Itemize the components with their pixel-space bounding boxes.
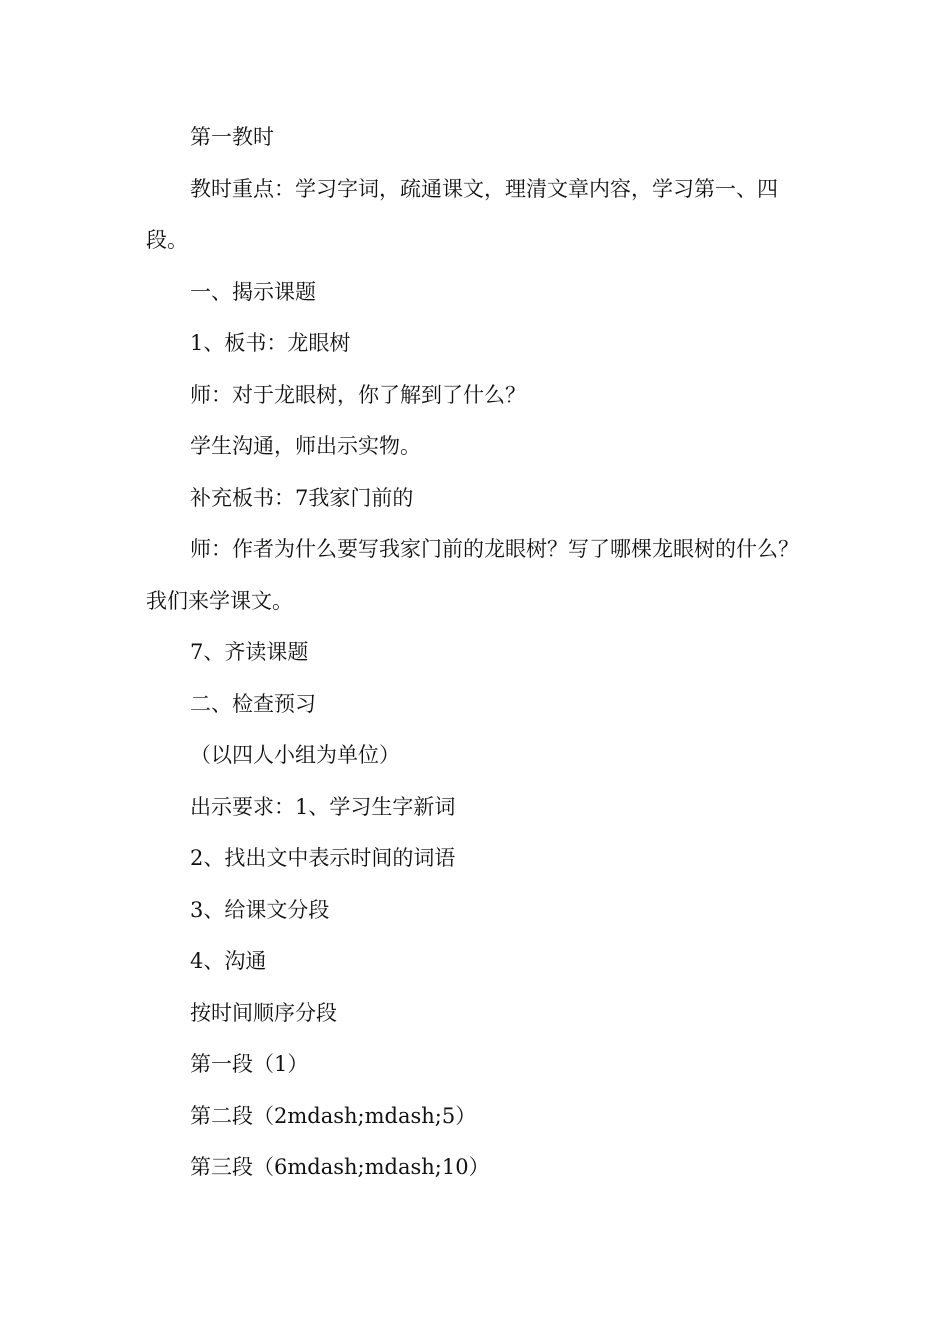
paragraph-teacher-question: 师：对于龙眼树，你了解到了什么？ xyxy=(190,382,526,407)
paragraph-board-writing: 1、板书：龙眼树 xyxy=(190,331,351,355)
paragraph-requirement-2: 2、找出文中表示时间的词语 xyxy=(190,846,456,870)
paragraph-section-two-heading: 二、检查预习 xyxy=(190,691,316,716)
paragraph-requirement-1: 出示要求：1、学习生字新词 xyxy=(190,794,456,819)
paragraph-read-title: 7、齐读课题 xyxy=(190,640,309,664)
paragraph-segment-3: 第三段（6mdash;mdash;10） xyxy=(190,1155,490,1179)
document-body xyxy=(146,112,806,1194)
paragraph-lesson-focus: 教时重点：学习字词，疏通课文，理清文章内容，学习第一、四段。 xyxy=(146,176,778,252)
paragraph-time-order: 按时间顺序分段 xyxy=(190,1000,337,1025)
paragraph-group-unit: （以四人小组为单位） xyxy=(190,743,400,767)
paragraph-lesson-title: 第一教时 xyxy=(190,125,274,149)
paragraph-teacher-why: 师：作者为什么要写我家门前的龙眼树？写了哪棵龙眼树的什么？我们来学课文。 xyxy=(146,537,799,613)
paragraph-section-one-heading: 一、揭示课题 xyxy=(190,279,316,304)
paragraph-segment-1: 第一段（1） xyxy=(190,1052,309,1076)
paragraph-requirement-4: 4、沟通 xyxy=(190,949,267,973)
paragraph-student-discussion: 学生沟通，师出示实物。 xyxy=(190,434,421,458)
paragraph-requirement-3: 3、给课文分段 xyxy=(190,897,330,922)
paragraph-supplementary-board: 补充板书：7我家门前的 xyxy=(190,485,414,510)
paragraph-segment-2: 第二段（2mdash;mdash;5） xyxy=(190,1103,477,1128)
